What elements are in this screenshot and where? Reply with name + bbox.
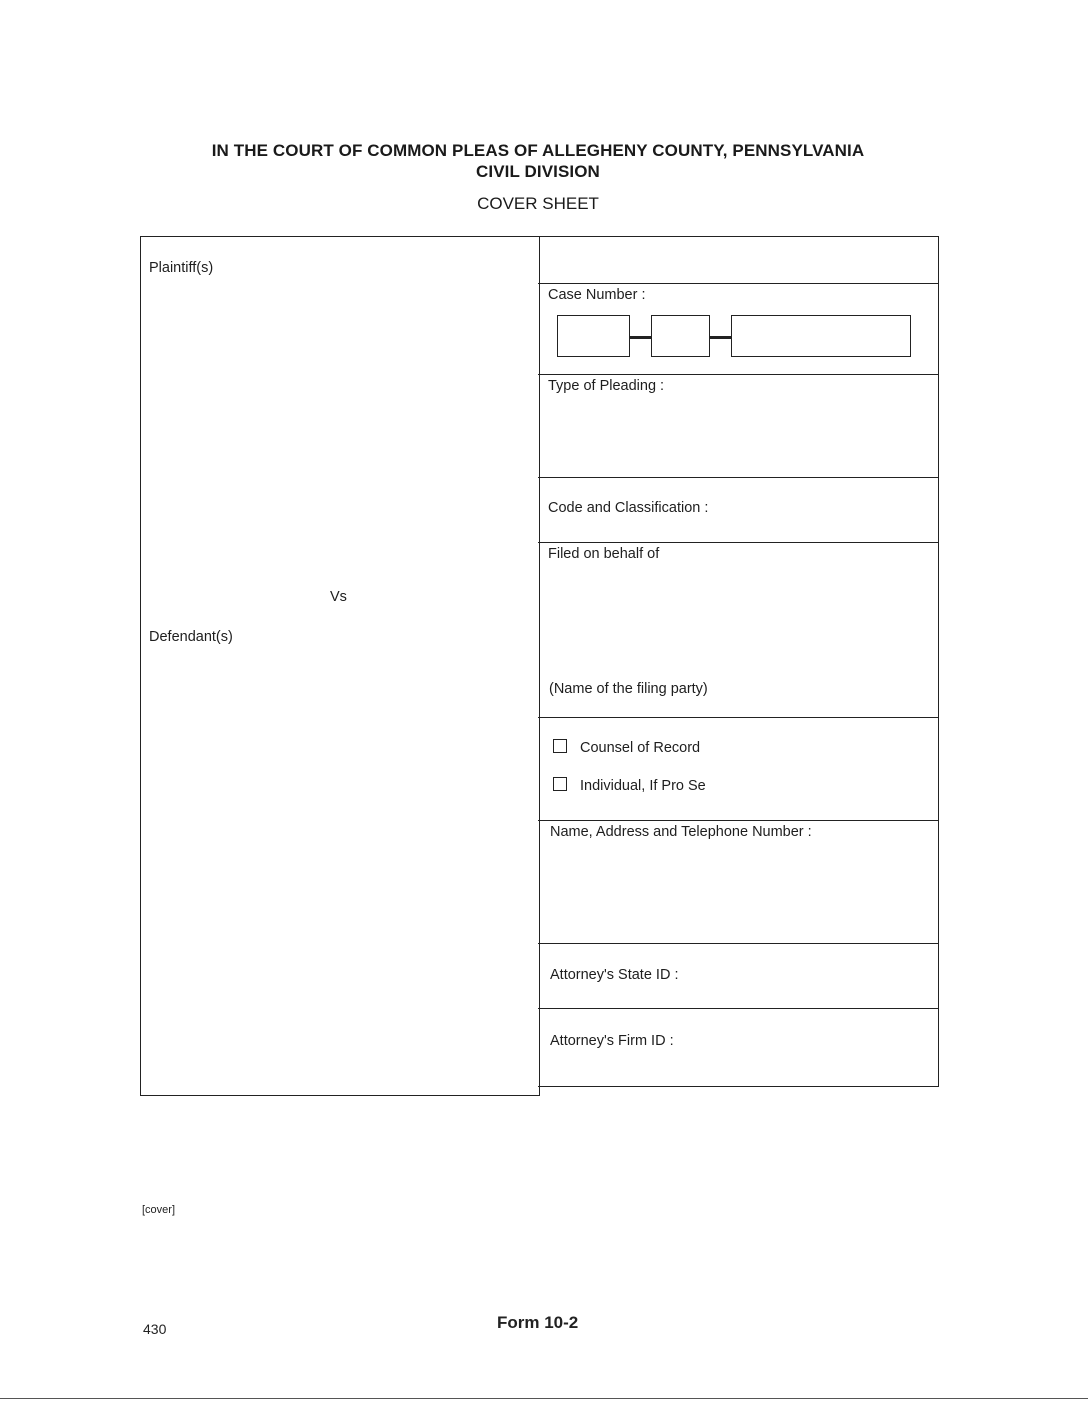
versus-label: Vs [330,589,347,605]
divider-name-address-phone [538,820,938,821]
type-of-pleading-label: Type of Pleading : [548,378,665,394]
plaintiff-label: Plaintiff(s) [149,260,214,276]
divider-type-of-pleading [538,374,938,375]
divider-filed-on-behalf [538,542,938,543]
case-number-label: Case Number : [548,287,646,303]
case-number-dash-2 [710,336,731,339]
divider-code-classification [538,477,938,478]
case-number-sequence-box[interactable] [731,315,911,357]
cover-tag: [cover] [142,1204,176,1216]
page-bottom-rule [0,1398,1088,1399]
divider-party-type [538,717,938,718]
individual-pro-se-checkbox[interactable] [553,777,567,791]
divider-attorney-state-id [538,943,938,944]
attorney-state-id-label: Attorney's State ID : [550,967,679,983]
filed-on-behalf-label: Filed on behalf of [548,546,660,562]
court-name-line: IN THE COURT OF COMMON PLEAS OF ALLEGHENY COUNTY, PENNSYLVANIA [211,141,865,160]
case-details-panel [538,236,939,1087]
code-classification-label: Code and Classification : [548,500,709,516]
name-address-phone-label: Name, Address and Telephone Number : [550,824,812,840]
divider-attorney-firm-id [538,1008,938,1009]
form-heading [0,140,1076,214]
filed-on-behalf-field[interactable] [538,567,938,677]
case-number-dash-1 [630,336,651,339]
case-number-year-box[interactable] [557,315,630,357]
counsel-of-record-label: Counsel of Record [580,740,701,756]
page-number: 430 [143,1321,167,1337]
defendant-label: Defendant(s) [149,629,233,645]
divider-case-number [538,283,938,284]
counsel-of-record-checkbox[interactable] [553,739,567,753]
parties-panel[interactable] [140,236,540,1096]
name-address-phone-field[interactable] [538,843,938,943]
individual-pro-se-label: Individual, If Pro Se [580,778,706,794]
sheet-title: COVER SHEET [477,194,599,213]
blank-top-cell[interactable] [538,237,938,283]
filing-party-note: (Name of the filing party) [549,681,708,697]
cover-sheet-form [140,236,940,1096]
case-number-type-box[interactable] [651,315,710,357]
type-of-pleading-field[interactable] [538,397,938,477]
attorney-firm-id-label: Attorney's Firm ID : [550,1033,674,1049]
division-line: CIVIL DIVISION [476,162,600,181]
form-number: Form 10-2 [497,1313,579,1332]
